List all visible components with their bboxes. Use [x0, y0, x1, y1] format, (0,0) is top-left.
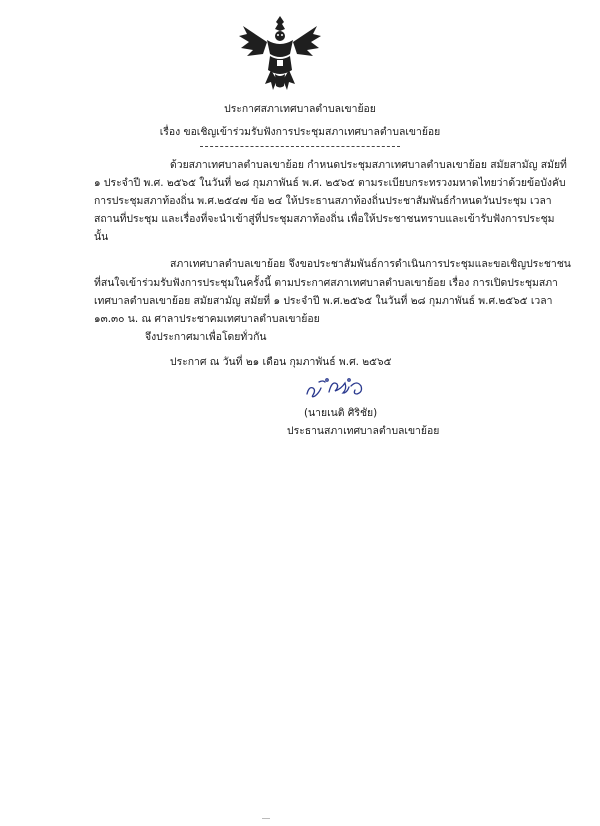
paragraph2-line: ๑๓.๓๐ น. ณ ศาลาประชาคมเทศบาลตำบลเขาย้อย [94, 313, 320, 325]
paragraph1-line: ๑ ประจำปี พ.ศ. ๒๕๖๕ ในวันที่ ๒๘ กุมภาพันธ์ พ.ศ. ๒๕๖๕ ตามระเบียบกระทรวงมหาดไทยว่าด้วยข้อบังคับ [94, 177, 566, 189]
garuda-emblem [237, 14, 323, 94]
subject-line: เรื่อง ขอเชิญเข้าร่วมรับฟังการประชุมสภาเทศบาลตำบลเขาย้อย [159, 126, 441, 138]
signatory-name: (นายเนติ ศิริชัย) [304, 407, 378, 419]
announcement-title: ประกาศสภาเทศบาลตำบลเขาย้อย [224, 103, 376, 115]
announced-date: ประกาศ ณ วันที่ ๒๑ เดือน กุมภาพันธ์ พ.ศ. ๒๕๖๕ [170, 356, 392, 368]
paragraph2-line: ที่สนใจเข้าร่วมรับฟังการประชุมในครั้งนี้ ตามประกาศสภาเทศบาลตำบลเขาย้อย เรื่อง การเปิดประชุมสภา [94, 277, 558, 289]
paragraph2-line: สภาเทศบาลตำบลเขาย้อย จึงขอประชาสัมพันธ์การดำเนินการประชุมและขอเชิญประชาชน [170, 258, 571, 270]
separator-line [200, 146, 400, 147]
page-edge-mark [262, 818, 270, 823]
paragraph1-line: นั้น [94, 231, 109, 243]
closing-line: จึงประกาศมาเพื่อโดยทั่วกัน [145, 331, 267, 343]
paragraph1-line: สถานที่ประชุม และเรื่องที่จะนำเข้าสู่ที่ประชุมสภาท้องถิ่น เพื่อให้ประชาชนทราบและเข้ารับฟังการประชุม [94, 213, 555, 225]
paragraph2-line: เทศบาลตำบลเขาย้อย สมัยสามัญ สมัยที่ ๑ ประจำปี พ.ศ.๒๕๖๕ ในวันที่ ๒๘ กุมภาพันธ์ พ.ศ.๒๕๖๕ เวลา [94, 295, 553, 307]
signatory-position: ประธานสภาเทศบาลตำบลเขาย้อย [287, 425, 440, 437]
paragraph1-line: ด้วยสภาเทศบาลตำบลเขาย้อย กำหนดประชุมสภาเทศบาลตำบลเขาย้อย สมัยสามัญ สมัยที่ [170, 159, 567, 171]
paragraph1-line: การประชุมสภาท้องถิ่น พ.ศ.๒๕๔๗ ข้อ ๒๔ ให้ประธานสภาท้องถิ่นประชาสัมพันธ์กำหนดวันประชุม เวลา [94, 195, 552, 207]
handwritten-signature [303, 372, 367, 402]
